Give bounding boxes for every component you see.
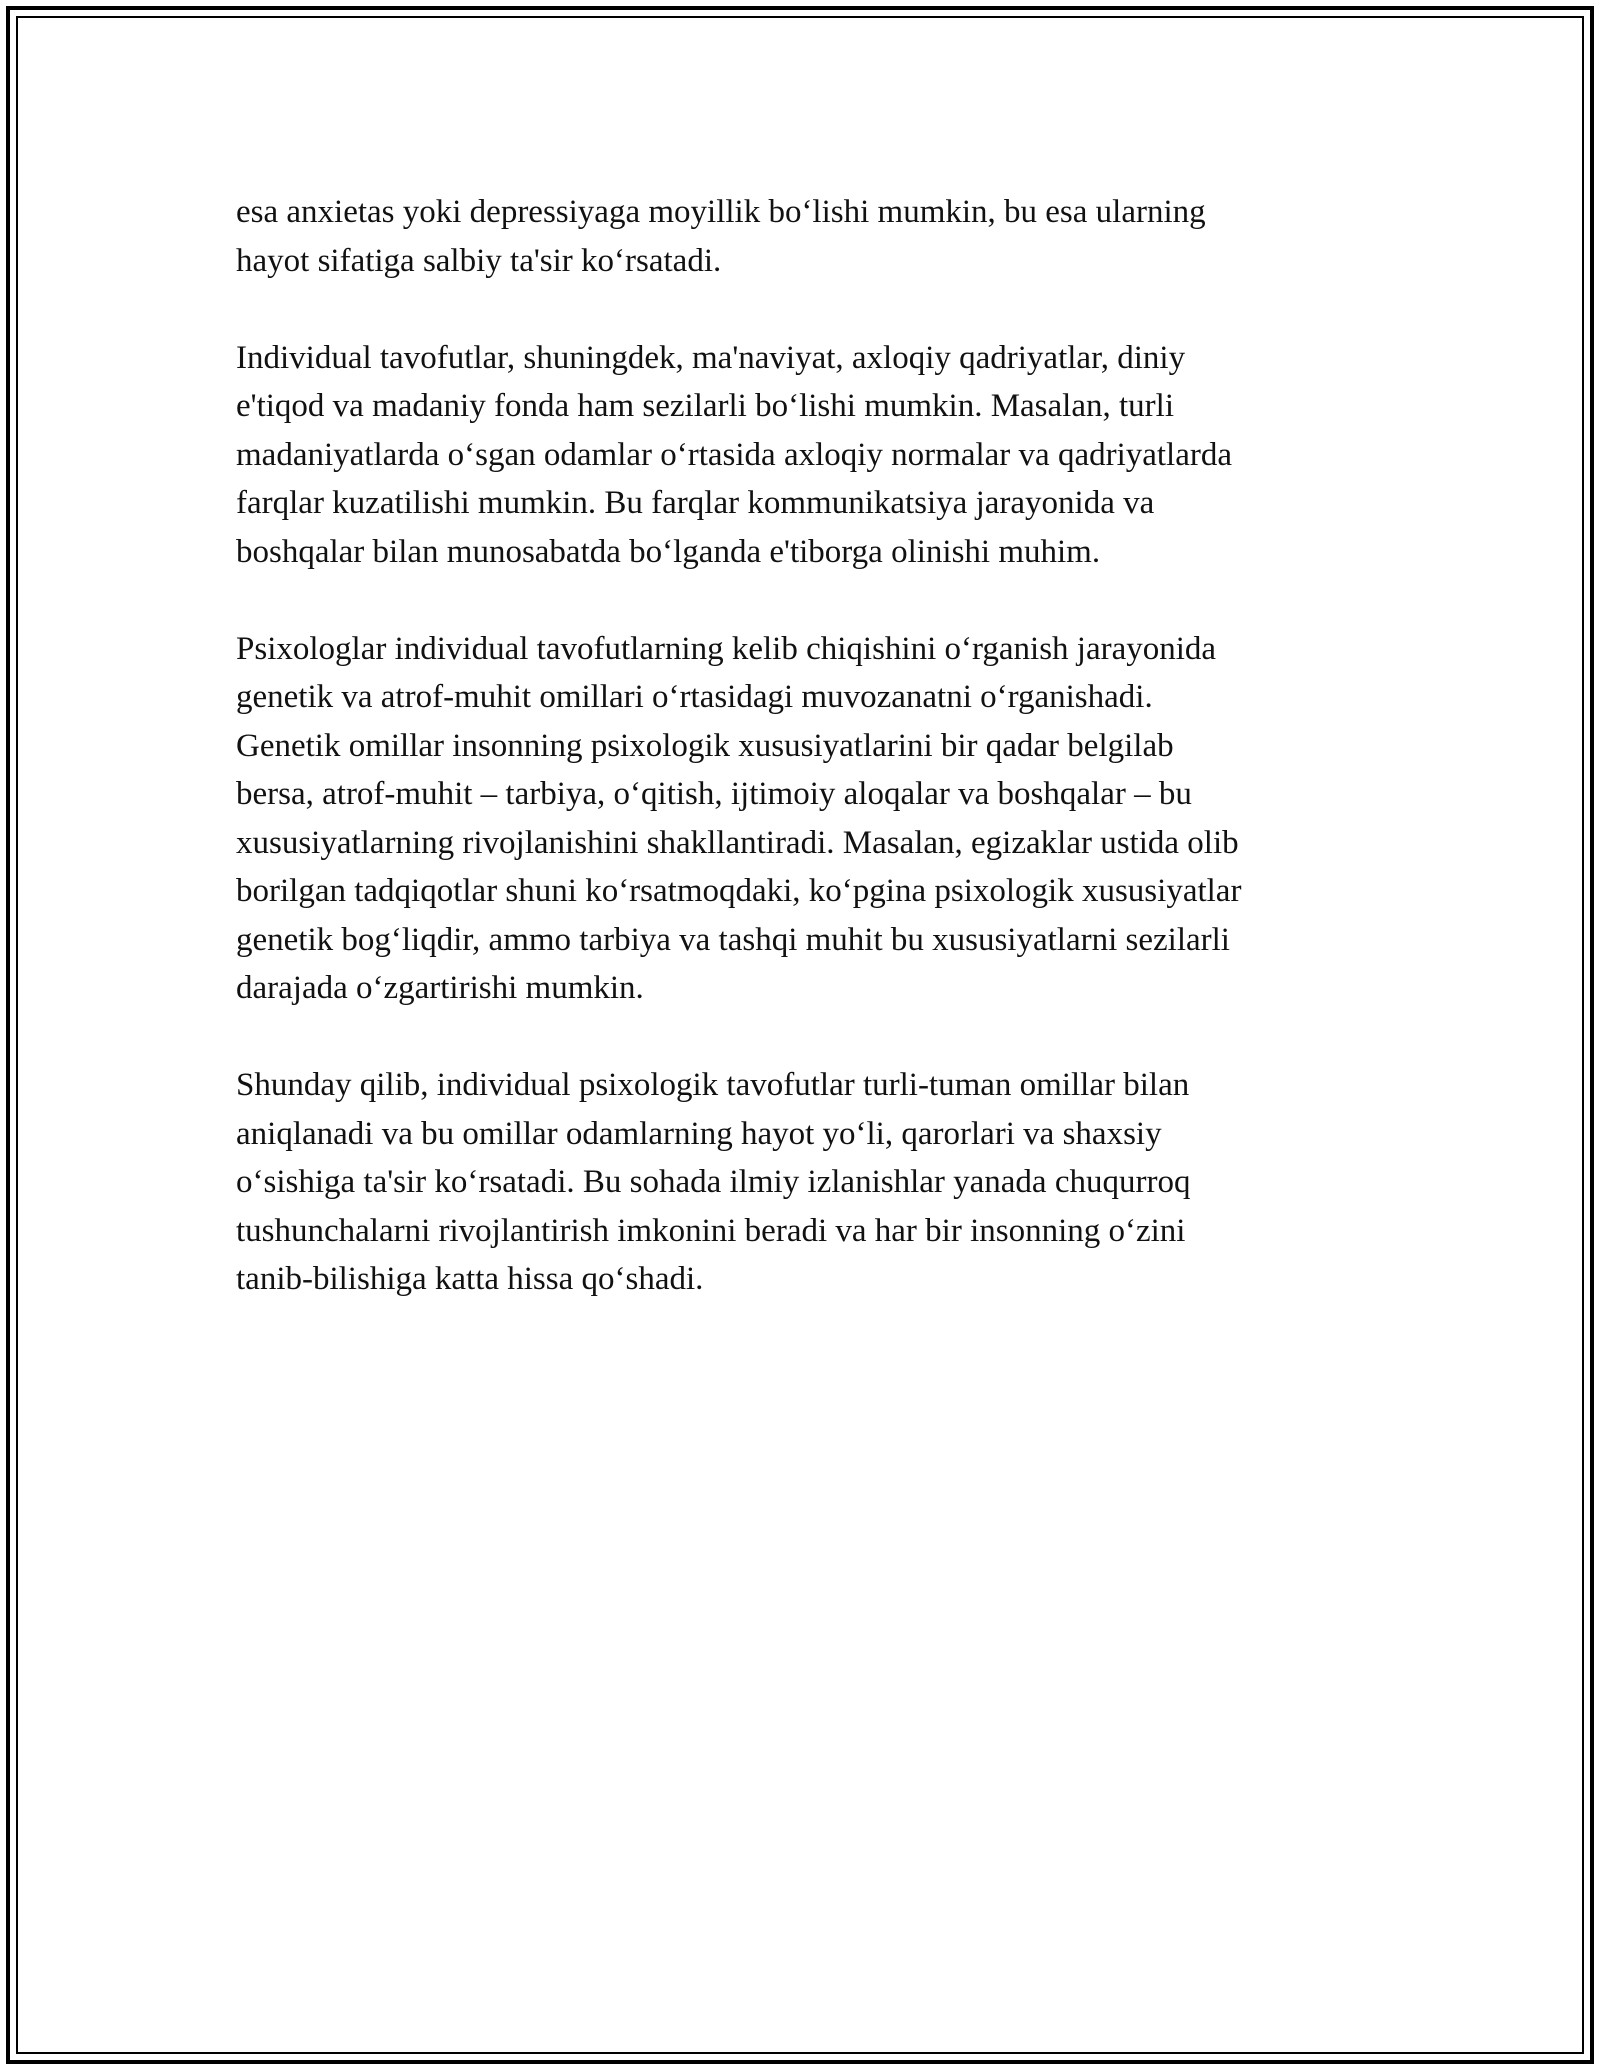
text-line: borilgan tadqiqotlar shuni ko‘rsatmoqdaki, ko‘pgina psixologik xususiyatlar [236,873,1242,909]
text-line: tanib-bilishiga katta hissa qo‘shadi. [236,1261,704,1297]
text-line: tushunchalarni rivojlantirish imkonini beradi va har bir insonning o‘zini [236,1212,1186,1249]
text-line: esa anxietas yoki depressiyaga moyillik bo‘lishi mumkin, bu esa ularning [236,194,1206,230]
text-line: hayot sifatiga salbiy ta'sir ko‘rsatadi. [236,242,722,279]
text-line: o‘sishiga ta'sir ko‘rsatadi. Bu sohada ilmiy izlanishlar yanada chuqurroq [236,1164,1191,1200]
text-line: genetik bog‘liqdir, ammo tarbiya va tashqi muhit bu xususiyatlarni sezilarli [236,921,1230,958]
text-line: Genetik omillar insonning psixologik xususiyatlarini bir qadar belgilab [236,727,1174,764]
paragraph-2 [236,334,1366,577]
text-line: e'tiqod va madaniy fonda ham sezilarli bo‘lishi mumkin. Masalan, turli [236,388,1174,424]
text-line: genetik va atrof-muhit omillari o‘rtasidagi muvozanatni o‘rganishadi. [236,679,1153,715]
paragraph-4 [236,1061,1366,1304]
text-line: bersa, atrof-muhit – tarbiya, o‘qitish, ijtimoiy aloqalar va boshqalar – bu [236,776,1192,812]
paragraph-1 [236,188,1366,285]
text-line: Shunday qilib, individual psixologik tavofutlar turli-tuman omillar bilan [236,1067,1190,1103]
text-line: farqlar kuzatilishi mumkin. Bu farqlar kommunikatsiya jarayonida va [236,485,1155,521]
text-line: Psixologlar individual tavofutlarning kelib chiqishini o‘rganish jarayonida [236,630,1217,667]
text-line: boshqalar bilan munosabatda bo‘lganda e'tiborga olinishi muhim. [236,533,1101,570]
text-line: aniqlanadi va bu omillar odamlarning hayot yo‘li, qarorlari va shaxsiy [236,1115,1162,1152]
text-line: xususiyatlarning rivojlanishini shakllantiradi. Masalan, egizaklar ustida olib [236,824,1239,861]
text-line: Individual tavofutlar, shuningdek, ma'naviyat, axloqiy qadriyatlar, diniy [236,339,1186,376]
text-line: madaniyatlarda o‘sgan odamlar o‘rtasida axloqiy normalar va qadriyatlarda [236,436,1233,473]
document-body [236,188,1366,1352]
paragraph-3 [236,625,1366,1013]
text-line: darajada o‘zgartirishi mumkin. [236,970,644,1006]
